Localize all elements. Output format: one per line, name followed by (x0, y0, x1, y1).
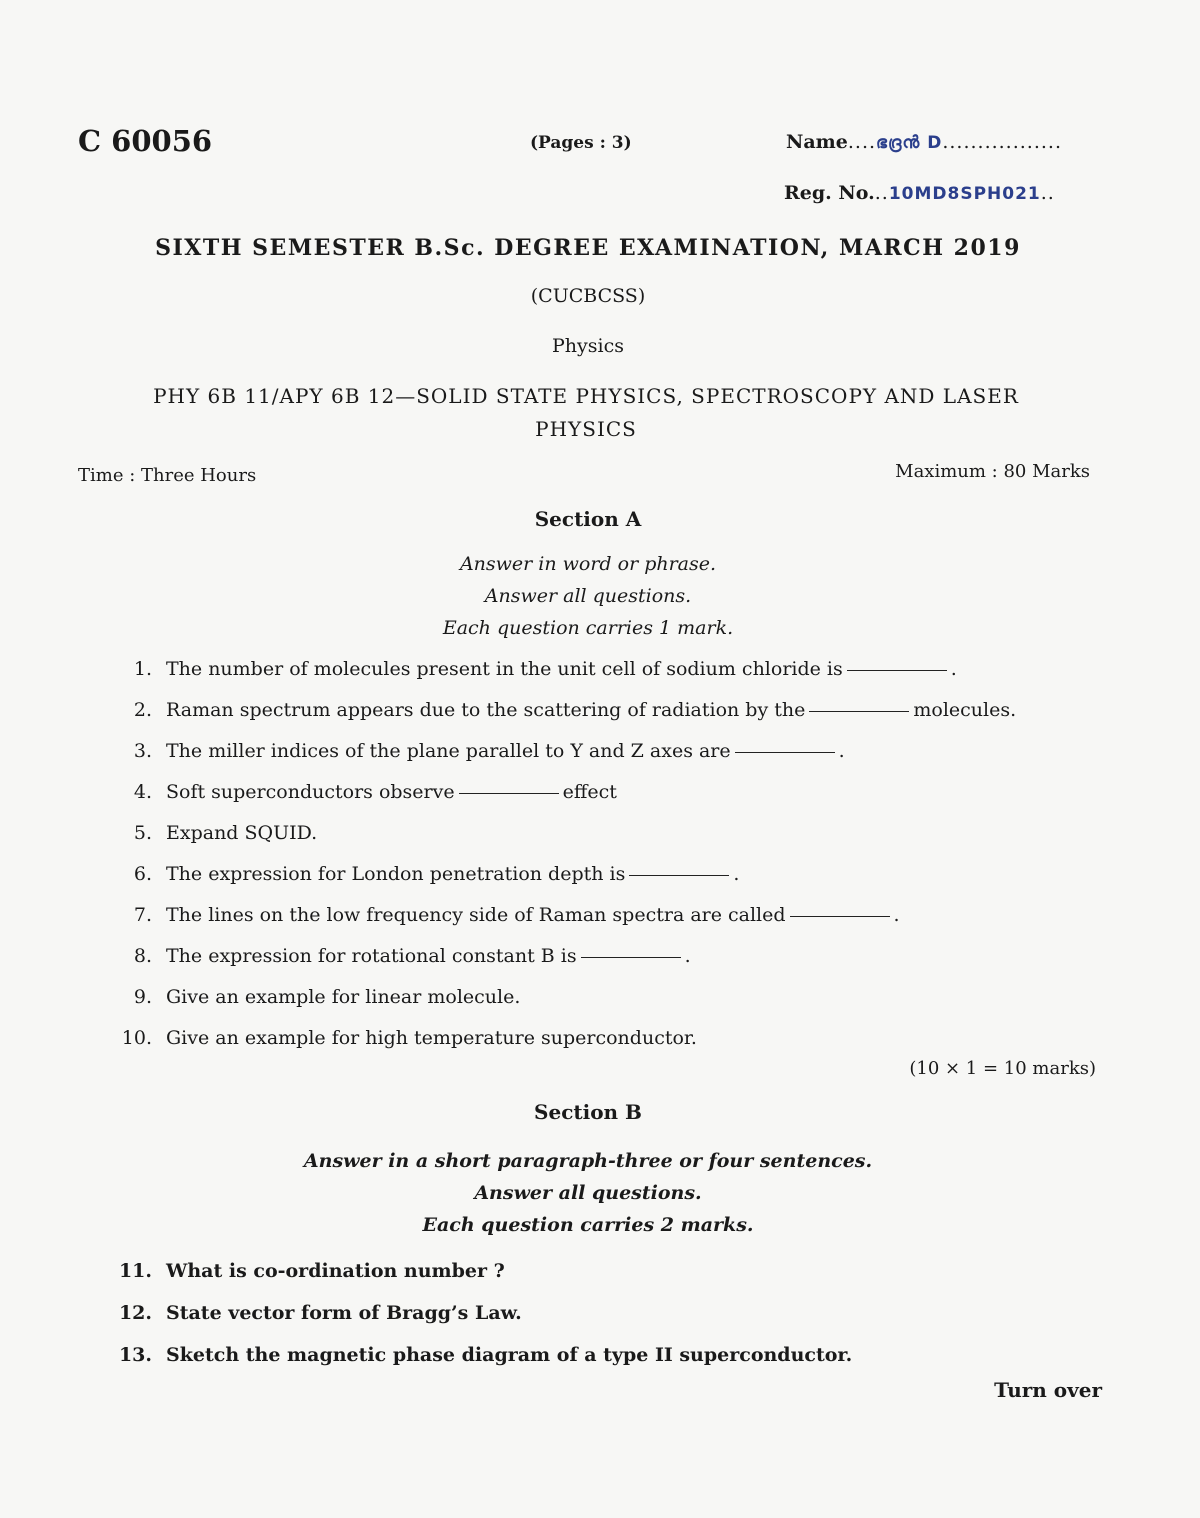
answer-blank (581, 957, 681, 958)
question-text (166, 699, 1100, 721)
question-12 (100, 1302, 1100, 1324)
question-text (166, 945, 1100, 967)
section-a-instr-2: Answer all questions. (484, 585, 692, 607)
question-9 (100, 986, 1100, 1008)
name-field: Name....ഭദ്രന്‍ D................. (786, 131, 1063, 153)
paper-title (120, 380, 1052, 446)
question-stem: The number of molecules present in the unit cell of sodium chloride is (166, 658, 843, 680)
question-tail: . (950, 658, 957, 680)
question-5 (100, 822, 1100, 844)
question-tail: . (893, 904, 900, 926)
answer-blank (629, 875, 729, 876)
question-tail: molecules. (913, 699, 1017, 721)
question-2 (100, 699, 1100, 721)
question-4 (100, 781, 1100, 803)
question-text: State vector form of Bragg’s Law. (166, 1302, 522, 1324)
question-tail: effect (562, 781, 617, 803)
question-3 (100, 740, 1100, 762)
question-text (166, 781, 1100, 803)
question-1 (100, 658, 1100, 680)
question-number: 2. (133, 699, 152, 721)
exam-scheme: (CUCBCSS) (530, 285, 646, 307)
question-number: 9. (133, 986, 152, 1008)
question-text (166, 904, 1100, 926)
question-stem: The expression for London penetration depth is (166, 863, 626, 885)
question-number: 12. (118, 1302, 152, 1324)
turn-over: Turn over (994, 1378, 1102, 1402)
answer-blank (459, 793, 559, 794)
question-stem: The lines on the low frequency side of Raman spectra are called (166, 904, 786, 926)
question-7 (100, 904, 1100, 926)
question-text: Sketch the magnetic phase diagram of a type II superconductor. (166, 1344, 853, 1366)
question-number: 3. (133, 740, 152, 762)
question-number: 13. (118, 1344, 152, 1366)
exam-title: SIXTH SEMESTER B.Sc. DEGREE EXAMINATION, MARCH 2019 (155, 235, 1021, 261)
question-tail: . (684, 945, 691, 967)
answer-blank (809, 711, 909, 712)
question-text (166, 1027, 1100, 1049)
question-text (166, 658, 1100, 680)
name-label: Name (786, 131, 848, 153)
question-10 (100, 1027, 1100, 1049)
section-b-instr-1: Answer in a short paragraph-three or four sentences. (303, 1150, 873, 1172)
page-count: (Pages : 3) (530, 133, 632, 153)
question-tail: . (733, 863, 740, 885)
question-8 (100, 945, 1100, 967)
question-stem: Raman spectrum appears due to the scattering of radiation by the (166, 699, 806, 721)
section-a-instr-3: Each question carries 1 mark. (442, 617, 734, 639)
section-a-instr-1: Answer in word or phrase. (459, 553, 717, 575)
paper-code: C 60056 (78, 124, 213, 158)
question-number: 1. (133, 658, 152, 680)
question-text (166, 863, 1100, 885)
answer-blank (790, 916, 890, 917)
paper-title-line2: PHYSICS (535, 417, 637, 441)
question-text (166, 986, 1100, 1008)
question-stem: Expand SQUID. (166, 822, 318, 844)
section-a-title: Section A (534, 507, 642, 531)
section-a-instructions (0, 548, 1176, 644)
reg-label: Reg. No. (784, 182, 875, 204)
question-number: 4. (133, 781, 152, 803)
time-allowed: Time : Three Hours (78, 465, 257, 486)
question-11 (100, 1260, 1100, 1282)
section-b-instructions (0, 1145, 1176, 1241)
question-stem: The expression for rotational constant B is (166, 945, 577, 967)
question-stem: Give an example for linear molecule. (166, 986, 521, 1008)
section-a-marks: (10 × 1 = 10 marks) (909, 1058, 1096, 1079)
section-b-instr-2: Answer all questions. (474, 1182, 702, 1204)
question-text: What is co-ordination number ? (166, 1260, 505, 1282)
question-tail: . (838, 740, 845, 762)
name-value: ഭദ്രന്‍ D (876, 133, 943, 153)
question-number: 8. (133, 945, 152, 967)
question-number: 11. (118, 1260, 152, 1282)
reg-value: 10MD8SPH021 (888, 184, 1041, 204)
question-number: 10. (121, 1027, 152, 1049)
question-stem: Give an example for high temperature superconductor. (166, 1027, 697, 1049)
answer-blank (735, 752, 835, 753)
paper-title-line1: PHY 6B 11/APY 6B 12—SOLID STATE PHYSICS, SPECTROSCOPY AND LASER (153, 384, 1019, 408)
question-13 (100, 1344, 1100, 1366)
question-stem: Soft superconductors observe (166, 781, 455, 803)
question-text (166, 822, 1100, 844)
exam-subject: Physics (552, 335, 624, 357)
question-number: 6. (133, 863, 152, 885)
question-number: 5. (133, 822, 152, 844)
maximum-marks: Maximum : 80 Marks (895, 461, 1090, 482)
question-stem: The miller indices of the plane parallel to Y and Z axes are (166, 740, 731, 762)
reg-no-field: Reg. No...10MD8SPH021.. (784, 182, 1055, 204)
section-b-title: Section B (534, 1100, 642, 1124)
section-b-instr-3: Each question carries 2 marks. (422, 1214, 754, 1236)
question-text (166, 740, 1100, 762)
question-6 (100, 863, 1100, 885)
answer-blank (847, 670, 947, 671)
question-number: 7. (133, 904, 152, 926)
